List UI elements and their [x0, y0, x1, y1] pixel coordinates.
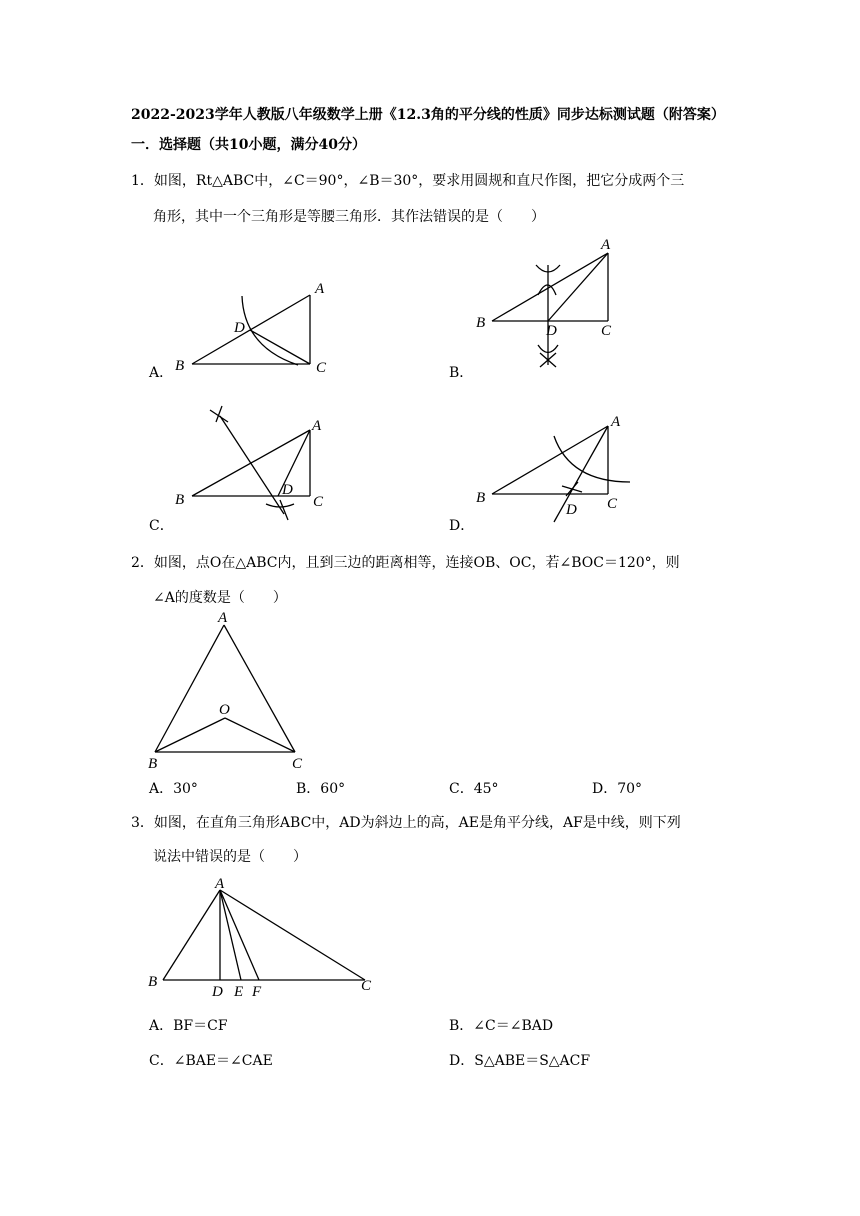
- q1b-label-d: D: [546, 323, 557, 339]
- question-2-line-1: 2．如图，点O在△ABC内，且到三边的距离相等，连接OB、OC，若∠BOC＝120°，则: [131, 555, 680, 571]
- q1-figure-a: [170, 275, 340, 385]
- q1c-label-d: D: [282, 482, 293, 498]
- q2-option-a: A．30°: [149, 781, 198, 797]
- section-heading: 一．选择题（共10小题，满分40分）: [131, 137, 366, 153]
- q3-option-a: A．BF＝CF: [149, 1018, 228, 1034]
- q2-label-o: O: [219, 702, 230, 718]
- q3-label-e: E: [234, 984, 244, 1000]
- q1b-label-c: C: [601, 323, 612, 339]
- q3-label-c: C: [361, 978, 372, 994]
- q2-label-a: A: [218, 610, 228, 626]
- q1-option-c: C．: [149, 518, 174, 534]
- question-1-line-1: 1．如图，Rt△ABC中，∠C＝90°，∠B＝30°，要求用圆规和直尺作图，把它分成两个三: [131, 173, 685, 189]
- q1b-label-a: A: [601, 237, 611, 253]
- q2-label-b: B: [148, 756, 158, 772]
- q1d-label-a: A: [611, 414, 621, 430]
- q1-option-d: D．: [449, 518, 475, 534]
- q1a-label-b: B: [175, 358, 185, 374]
- document-title: 2022-2023学年人教版八年级数学上册《12.3角的平分线的性质》同步达标测试题（附答案）: [131, 107, 725, 123]
- question-1-line-2: 角形，其中一个三角形是等腰三角形．其作法错误的是（ ）: [153, 209, 545, 225]
- q1c-label-b: B: [175, 492, 185, 508]
- q1-figure-d: [474, 410, 634, 530]
- question-3-line-2: 说法中错误的是（ ）: [153, 849, 307, 865]
- q3-label-f: F: [252, 984, 262, 1000]
- q2-option-c: C．45°: [449, 781, 499, 797]
- q1d-label-b: B: [476, 490, 486, 506]
- q2-label-c: C: [292, 756, 303, 772]
- q1d-label-d: D: [566, 502, 577, 518]
- q3-label-a: A: [215, 876, 225, 892]
- q1a-label-c: C: [316, 360, 327, 376]
- question-3-line-1: 3．如图，在直角三角形ABC中，AD为斜边上的高，AE是角平分线，AF是中线，则下列: [131, 815, 681, 831]
- q1d-label-c: C: [607, 496, 618, 512]
- q3-option-b: B．∠C＝∠BAD: [449, 1018, 554, 1034]
- q1b-label-b: B: [476, 315, 486, 331]
- q3-option-d: D．S△ABE＝S△ACF: [449, 1053, 591, 1069]
- q3-figure: [145, 870, 385, 1000]
- q1-figure-c: [170, 400, 340, 525]
- q2-option-b: B．60°: [296, 781, 346, 797]
- q2-option-d: D．70°: [592, 781, 643, 797]
- q1-figure-b: [474, 235, 634, 375]
- q1a-label-d: D: [234, 320, 245, 336]
- q1-option-a: A．: [149, 365, 174, 381]
- question-2-line-2: ∠A的度数是（ ）: [153, 590, 287, 606]
- q1c-label-a: A: [312, 418, 322, 434]
- q3-option-c: C．∠BAE＝∠CAE: [149, 1053, 273, 1069]
- q3-label-b: B: [148, 974, 158, 990]
- q1a-label-a: A: [315, 281, 325, 297]
- q2-figure: [145, 608, 320, 773]
- q1c-label-c: C: [313, 494, 324, 510]
- q1-option-b: B．: [449, 365, 474, 381]
- q3-label-d: D: [212, 984, 223, 1000]
